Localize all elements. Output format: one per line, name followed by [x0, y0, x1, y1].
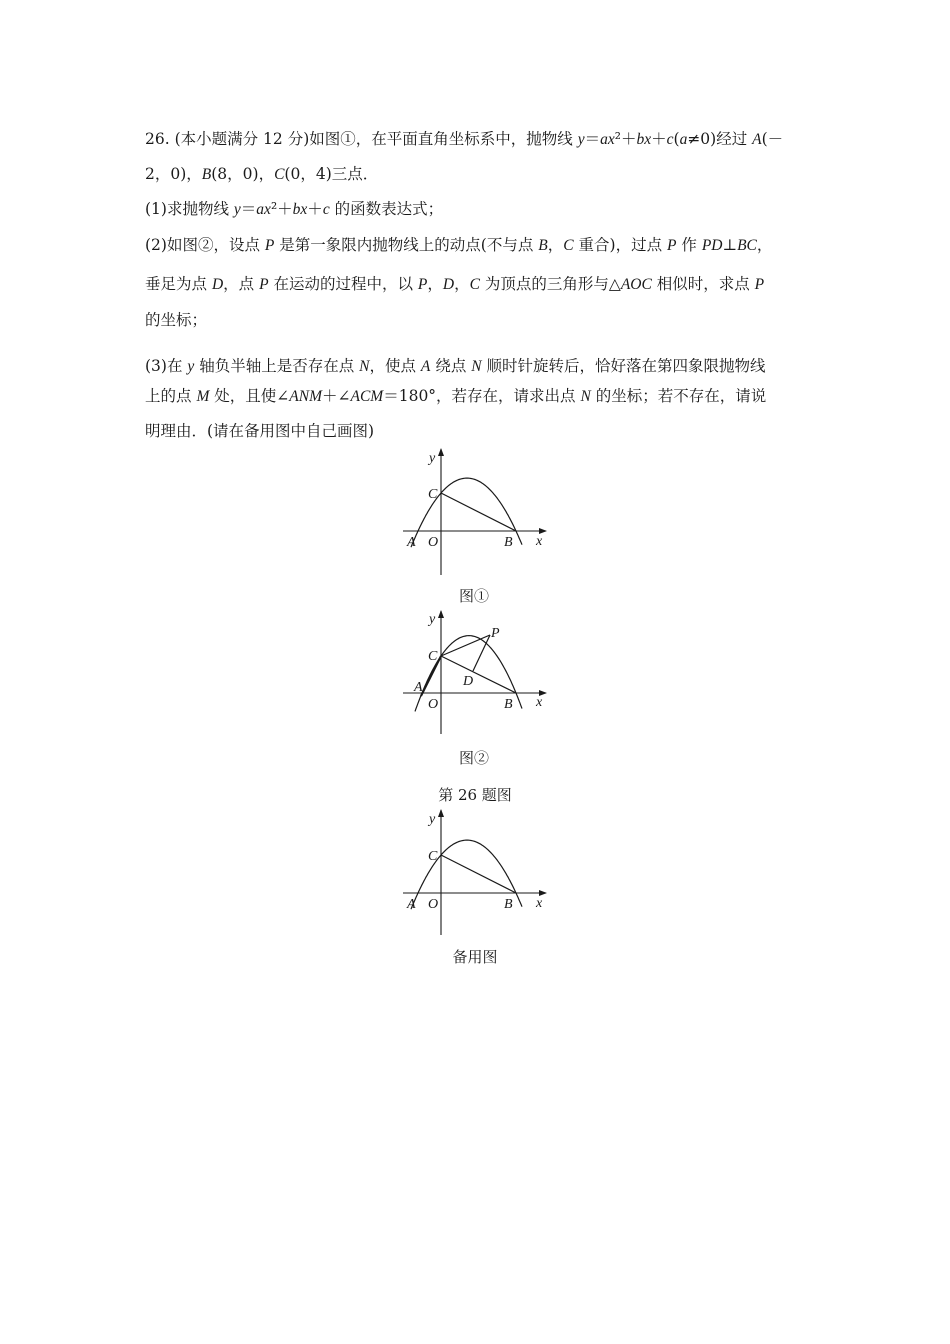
math-symbol: AOC [620, 276, 652, 293]
text-segment: (3)在 [145, 357, 188, 375]
text-segment: ≠0)经过 [687, 130, 753, 148]
text-segment: 处，且使∠ [209, 387, 290, 405]
figure-2-caption: 图② [458, 749, 490, 767]
text-segment: ²＋ [614, 130, 637, 148]
text-segment: ，使点 [369, 357, 421, 375]
math-symbol: a [679, 131, 688, 148]
text-segment: (2)如图②，设点 [145, 236, 265, 254]
text-segment: 相似时，求点 [651, 275, 755, 293]
label-y: y [429, 612, 436, 627]
text-segment: 26. (本小题满分 12 分)如图①，在平面直角坐标系中，抛物线 [145, 130, 578, 148]
math-symbol: B [201, 166, 212, 183]
text-segment: 2，0)， [145, 165, 202, 183]
label-c: C [428, 849, 438, 864]
math-symbol: bx [636, 131, 652, 148]
text-segment: 上的点 [145, 387, 197, 405]
text-segment: 是第一象限内抛物线上的动点(不与点 [274, 236, 539, 254]
label-y: y [429, 451, 436, 466]
label-a: A [414, 680, 423, 695]
math-symbol: P [754, 276, 765, 293]
text-segment: ＋∠ [322, 387, 351, 405]
math-symbol: D [442, 276, 455, 293]
label-o: O [428, 897, 439, 912]
text-segment: (0，4)三点． [284, 165, 379, 183]
math-symbol: D [211, 276, 224, 293]
text-segment: ， [427, 275, 443, 293]
text-segment: ， [756, 236, 773, 254]
text-segment: 绕点 [430, 357, 472, 375]
math-symbol: C [274, 166, 285, 183]
math-symbol: c [322, 201, 330, 218]
label-x: x [536, 695, 543, 710]
text-segment: ＝180°，若存在，请求出点 [383, 387, 581, 405]
label-b: B [504, 697, 513, 712]
math-symbol: ACM [350, 388, 384, 405]
math-symbol: y [233, 201, 241, 218]
text-segment: ＋ [307, 200, 323, 218]
text-segment: 重合)，过点 [573, 236, 667, 254]
text-segment: 为顶点的三角形与△ [479, 275, 621, 293]
segment-bc [441, 855, 516, 893]
math-symbol: ax [256, 201, 271, 218]
math-symbol: P [259, 276, 269, 293]
spare-figure-caption: 备用图 [452, 948, 498, 966]
text-segment: 的坐标；若不存在，请说 [590, 387, 767, 405]
label-y: y [429, 812, 436, 827]
figure-1 [403, 449, 546, 575]
math-symbol: y [577, 131, 585, 148]
math-symbol: N [359, 358, 370, 375]
text-segment: (－ [761, 130, 784, 148]
text-segment: 轴负半轴上是否存在点 [194, 357, 360, 375]
math-symbol: PD [701, 237, 723, 254]
segment-bc [441, 656, 516, 693]
math-symbol: N [580, 388, 591, 405]
math-symbol: C [469, 276, 480, 293]
text-segment: 作 [676, 236, 702, 254]
math-symbol: bx [292, 201, 308, 218]
text-segment: ＝ [584, 130, 601, 148]
label-c: C [428, 649, 438, 664]
segment-pd [473, 635, 490, 671]
label-p: P [491, 626, 500, 641]
text-segment: 的函数表达式； [329, 200, 444, 218]
label-d: D [463, 674, 474, 689]
math-symbol: P [417, 276, 428, 293]
math-symbol: ax [600, 131, 615, 148]
label-o: O [428, 535, 439, 550]
math-symbol: P [667, 237, 677, 254]
figure-spare [403, 810, 546, 935]
math-symbol: BC [737, 237, 757, 254]
text-segment: 垂足为点 [145, 275, 212, 293]
text-segment: ⊥ [722, 236, 738, 254]
label-b: B [504, 535, 513, 550]
label-a: A [407, 897, 416, 912]
math-symbol: M [196, 388, 210, 405]
text-segment: 顺时针旋转后，恰好落在第四象限抛物线 [481, 357, 766, 375]
figure-group-caption: 第 26 题图 [438, 786, 512, 804]
label-o: O [428, 697, 439, 712]
text-segment: 明理由．(请在备用图中自己画图) [145, 422, 375, 440]
math-symbol: N [471, 358, 482, 375]
label-a: A [407, 535, 416, 550]
text-segment: 的坐标； [145, 311, 208, 329]
text-segment: ， [454, 275, 470, 293]
math-symbol: c [666, 131, 674, 148]
figure-2 [403, 611, 546, 734]
math-symbol: C [563, 237, 574, 254]
segment-bc [441, 493, 516, 531]
text-segment: ( [673, 130, 680, 148]
math-symbol: ANM [289, 388, 322, 405]
text-segment: ²＋ [270, 200, 293, 218]
label-b: B [504, 897, 513, 912]
math-symbol: A [420, 358, 431, 375]
text-segment: (1)求抛物线 [145, 200, 234, 218]
text-segment: ＋ [651, 130, 667, 148]
text-segment: ， [547, 236, 564, 254]
text-segment: ＝ [240, 200, 257, 218]
text-segment: ，点 [223, 275, 260, 293]
text-segment: (8，0)， [211, 165, 275, 183]
math-symbol: y [187, 358, 195, 375]
label-c: C [428, 487, 438, 502]
segment-cp [441, 635, 490, 656]
text-segment: 在运动的过程中，以 [268, 275, 418, 293]
label-x: x [536, 534, 543, 549]
figure-1-caption: 图① [458, 587, 490, 605]
math-symbol: P [264, 237, 275, 254]
label-x: x [536, 896, 543, 911]
math-symbol: A [752, 131, 762, 148]
math-symbol: B [538, 237, 548, 254]
